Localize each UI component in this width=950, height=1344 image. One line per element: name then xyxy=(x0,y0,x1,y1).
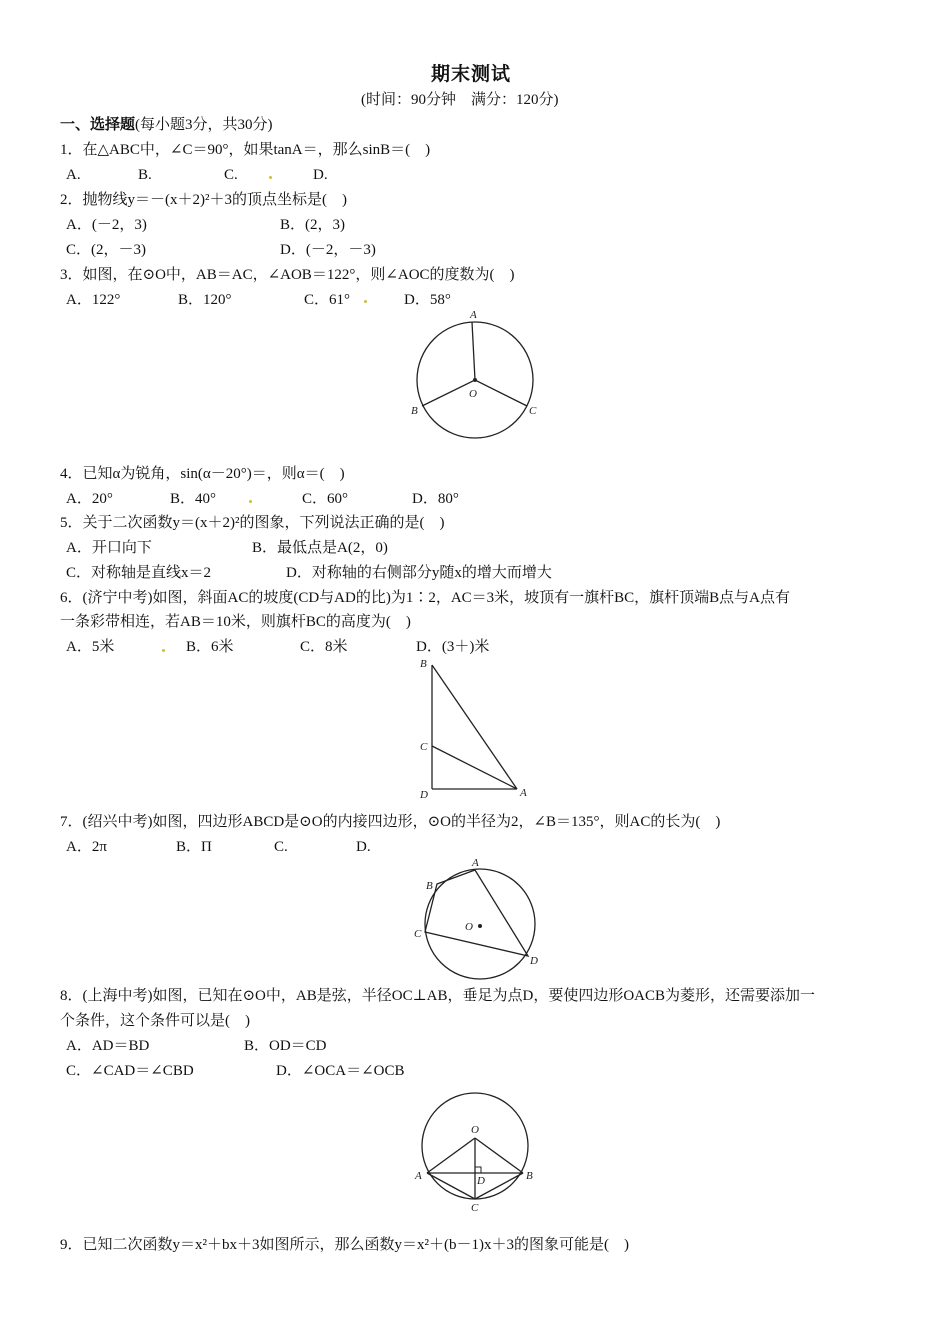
radius-ob xyxy=(422,380,475,406)
q4-option-a: A．20° xyxy=(66,491,113,507)
q8-stem-line1: 8．(上海中考)如图，已知在⊙O中，AB是弦，半径OC⊥AB，垂足为点D，要使四边形OACB为菱形，还需要添加一 xyxy=(60,988,816,1004)
q6-option-d: D．(3＋)米 xyxy=(416,639,490,655)
center-point xyxy=(473,378,477,382)
q8-option-c: C．∠CAD＝∠CBD xyxy=(66,1063,194,1079)
q8-option-d: D．∠OCA＝∠OCB xyxy=(276,1063,405,1079)
speck-mark xyxy=(269,176,272,179)
q6-option-b: B．6米 xyxy=(186,639,234,655)
label-a: A xyxy=(520,787,527,799)
line-ca xyxy=(432,746,517,789)
q6-option-a: A．5米 xyxy=(66,639,115,655)
q3-option-a: A．122° xyxy=(66,292,121,308)
exam-info: (时间：90分钟 满分：120分) xyxy=(361,92,559,108)
speck-mark xyxy=(162,649,165,652)
label-c: C xyxy=(420,741,428,753)
label-a: A xyxy=(415,1170,422,1182)
label-b: B xyxy=(426,880,433,892)
speck-mark xyxy=(364,300,367,303)
q6-stem-line1: 6．(济宁中考)如图，斜面AC的坡度(CD与AD的比)为1∶2，AC＝3米，坡顶有一旗杆BC，旗杆顶端B点与A点有 xyxy=(60,590,791,606)
label-a: A xyxy=(472,857,479,869)
q2-option-c: C．(2，－3) xyxy=(66,242,146,258)
line-ob xyxy=(475,1138,523,1173)
section-title: 一、选择题 xyxy=(60,117,136,133)
q6-option-c: C．8米 xyxy=(300,639,348,655)
label-o: O xyxy=(471,1124,479,1136)
q7-option-a: A．2π xyxy=(66,839,107,855)
section-heading xyxy=(60,116,273,134)
label-o: O xyxy=(469,388,477,400)
quad-abcd xyxy=(425,870,528,956)
q7-option-c: C. xyxy=(274,839,288,855)
label-c: C xyxy=(471,1202,479,1214)
label-c: C xyxy=(529,405,537,417)
q1-option-a: A. xyxy=(66,167,81,183)
q4-stem: 4．已知α为锐角，sin(α－20°)＝，则α＝( ) xyxy=(60,466,345,482)
q7-option-d: D. xyxy=(356,839,371,855)
q7-figure-inscribed-quad xyxy=(410,854,550,984)
section-note: (每小题3分，共30分) xyxy=(135,117,273,133)
q5-option-b: B．最低点是A(2，0) xyxy=(252,540,388,556)
q3-figure-circle xyxy=(405,306,545,446)
label-b: B xyxy=(526,1170,533,1182)
label-c: C xyxy=(414,928,422,940)
q8-option-b: B．OD＝CD xyxy=(244,1038,327,1054)
q5-stem: 5．关于二次函数y＝(x＋2)²的图象，下列说法正确的是( ) xyxy=(60,515,445,531)
q5-option-c: C．对称轴是直线x＝2 xyxy=(66,565,212,581)
q2-stem: 2．抛物线y＝－(x＋2)²＋3的顶点坐标是( ) xyxy=(60,192,347,208)
q2-option-d: D．(－2，－3) xyxy=(280,242,376,258)
q6-figure-slope xyxy=(415,655,535,803)
speck-mark xyxy=(249,500,252,503)
q6-stem-line2: 一条彩带相连，若AB＝10米，则旗杆BC的高度为( ) xyxy=(60,614,411,630)
q4-option-c: C．60° xyxy=(302,491,349,507)
q8-stem-line2: 个条件，这个条件可以是( ) xyxy=(60,1013,250,1029)
q2-option-b: B．(2，3) xyxy=(280,217,345,233)
radius-oa xyxy=(472,322,475,380)
radius-oc xyxy=(475,380,527,406)
label-b: B xyxy=(420,658,427,670)
q1-option-c: C. xyxy=(224,167,238,183)
q1-option-b: B. xyxy=(138,167,152,183)
right-angle-mark xyxy=(475,1167,481,1173)
q9-stem: 9．已知二次函数y＝x²＋bx＋3如图所示，那么函数y＝x²＋(b－1)x＋3的图象可能是( ) xyxy=(60,1237,629,1253)
q7-stem: 7．(绍兴中考)如图，四边形ABCD是⊙O的内接四边形，⊙O的半径为2，∠B＝135°，则AC的长为( ) xyxy=(60,814,721,830)
label-d: D xyxy=(530,955,538,967)
q1-stem: 1．在△ABC中，∠C＝90°，如果tanA＝，那么sinB＝( ) xyxy=(60,142,431,158)
q4-option-b: B．40° xyxy=(170,491,217,507)
q3-option-c: C．61° xyxy=(304,292,351,308)
line-oa xyxy=(427,1138,475,1173)
line-ba xyxy=(432,665,517,789)
q5-option-a: A．开口向下 xyxy=(66,540,152,556)
q4-option-d: D．80° xyxy=(412,491,459,507)
line-ac xyxy=(427,1173,475,1199)
q2-option-a: A．(－2，3) xyxy=(66,217,147,233)
q3-stem: 3．如图，在⊙O中，AB＝AC，∠AOB＝122°，则∠AOC的度数为( ) xyxy=(60,267,515,283)
label-b: B xyxy=(411,405,418,417)
page-title: 期末测试 xyxy=(431,64,512,85)
q8-option-a: A．AD＝BD xyxy=(66,1038,150,1054)
q5-option-d: D．对称轴的右侧部分y随x的增大而增大 xyxy=(286,565,552,581)
q3-option-b: B．120° xyxy=(178,292,232,308)
q3-option-d: D．58° xyxy=(404,292,451,308)
label-o: O xyxy=(465,921,473,933)
center-point xyxy=(478,924,482,928)
label-d: D xyxy=(477,1175,485,1187)
q7-option-b: B．Π xyxy=(176,839,212,855)
q1-option-d: D. xyxy=(313,167,328,183)
q8-figure-rhombus xyxy=(405,1078,555,1218)
label-d: D xyxy=(420,789,428,801)
label-a: A xyxy=(470,309,477,321)
